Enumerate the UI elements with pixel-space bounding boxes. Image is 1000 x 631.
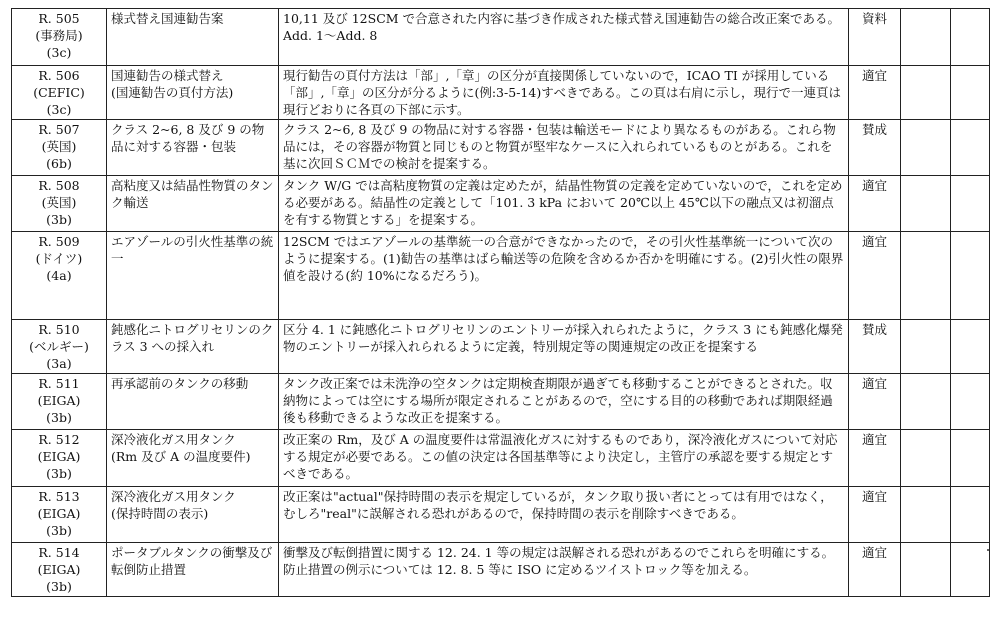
document-number-cell <box>12 487 107 543</box>
summary-text: 改正案の Rm，及び A の温度要件は常温液化ガスに対するものであり，深冷液化ガスについて対応する規定が必要である。この値の決定は各国基準等により決定し，主管庁の承認を要する規定とすべきである。 <box>283 432 838 481</box>
document-number: R. 512 <box>38 432 80 447</box>
table-row <box>12 176 990 232</box>
blank-cell <box>951 543 990 597</box>
subject-cell <box>107 9 279 66</box>
submitting-organization: (CEFIC) <box>33 85 85 100</box>
blank-cell <box>901 232 951 320</box>
document-number-cell <box>12 320 107 374</box>
blank-cell <box>901 430 951 487</box>
position-cell <box>849 430 901 487</box>
document-number: R. 511 <box>38 376 80 391</box>
summary-cell <box>279 232 849 320</box>
subject-cell <box>107 120 279 176</box>
table-row <box>12 66 990 120</box>
subject-cell <box>107 232 279 320</box>
summary-text: タンク W/G では高粘度物質の定義は定めたが，結晶性物質の定義を定めていないので，これを定める必要がある。結晶性の定義として「101. 3 kPa において 20℃以上 45℃以下の融点又は初溜点を有する物質とする」を提案する。 <box>283 178 843 227</box>
classification-code: (3b) <box>46 410 72 425</box>
table-row <box>12 374 990 430</box>
document-number: R. 505 <box>38 11 80 26</box>
summary-text: タンク改正案では未洗浄の空タンクは定期検査期限が過ぎても移動することができるとされた。収納物によっては空にする場所が限定されることがあるので，空にする目的の移動であれば期限経過後も移動できるような改正を提案する。 <box>283 376 833 425</box>
submitting-organization: (英国) <box>41 139 77 154</box>
blank-cell <box>901 120 951 176</box>
classification-code: (3a) <box>46 356 72 371</box>
classification-code: (3b) <box>46 466 72 481</box>
blank-cell <box>951 120 990 176</box>
position-text: 適宜 <box>861 178 887 193</box>
subject-cell <box>107 430 279 487</box>
subject-title: 深冷液化ガス用タンク (Rm 及び A の温度要件) <box>111 432 251 464</box>
classification-code: (4a) <box>46 268 72 283</box>
document-number-cell <box>12 176 107 232</box>
document-number-cell <box>12 430 107 487</box>
subject-title: エアゾールの引火性基準の統一 <box>111 234 274 266</box>
classification-code: (3b) <box>46 212 72 227</box>
document-number-cell <box>12 9 107 66</box>
proposal-table <box>11 8 990 597</box>
table-row <box>12 487 990 543</box>
position-cell <box>849 176 901 232</box>
submitting-organization: (EIGA) <box>37 393 81 408</box>
table-row <box>12 9 990 66</box>
document-number: R. 509 <box>38 234 80 249</box>
position-text: 適宜 <box>861 68 887 83</box>
document-number-cell <box>12 232 107 320</box>
blank-cell <box>951 320 990 374</box>
summary-cell <box>279 487 849 543</box>
summary-text: クラス 2~6, 8 及び 9 の物品に対する容器・包装は輸送モードにより異なるものがある。これら物品には，その容器が物質と同じものと物質が堅牢なケースに入れられているものとがある。これを基に次回ＳＣＭでの検討を提案する。 <box>283 122 836 171</box>
summary-cell <box>279 120 849 176</box>
subject-cell <box>107 176 279 232</box>
blank-cell <box>901 66 951 120</box>
position-cell <box>849 487 901 543</box>
summary-cell <box>279 320 849 374</box>
document-number: R. 506 <box>38 68 80 83</box>
position-text: 賛成 <box>861 122 887 137</box>
subject-title: 深冷液化ガス用タンク (保持時間の表示) <box>111 489 236 521</box>
document-number: R. 513 <box>38 489 80 504</box>
position-cell <box>849 232 901 320</box>
subject-cell <box>107 320 279 374</box>
summary-cell <box>279 374 849 430</box>
subject-title: 再承認前のタンクの移動 <box>111 376 249 391</box>
position-text: 適宜 <box>861 376 887 391</box>
summary-text: 現行勧告の頁付方法は「部」,「章」の区分が直接関係していないので，ICAO TI が採用している「部」,「章」の区分が分るように(例:3-5-14)すべきである。この頁は右肩に示し，現行で一連頁は現行どおりに各頁の下部に示す。 <box>283 68 841 117</box>
position-cell <box>849 9 901 66</box>
classification-code: (3c) <box>46 102 72 117</box>
submitting-organization: (ベルギー) <box>29 339 89 354</box>
submitting-organization: (EIGA) <box>37 562 81 577</box>
subject-title: ポータブルタンクの衝撃及び転倒防止措置 <box>111 545 273 577</box>
position-text: 適宜 <box>861 234 887 249</box>
classification-code: (3b) <box>46 579 72 594</box>
summary-cell <box>279 430 849 487</box>
summary-cell <box>279 9 849 66</box>
summary-text: 衝撃及び転倒措置に関する 12. 24. 1 等の規定は誤解される恐れがあるのでこれらを明確にする。防止措置の例示については 12. 8. 5 等に ISO に定めるツイストロック等を加える。 <box>283 545 835 577</box>
document-number-cell <box>12 120 107 176</box>
blank-cell <box>901 176 951 232</box>
table-row <box>12 320 990 374</box>
document-number-cell <box>12 374 107 430</box>
summary-text: 改正案は"actual"保持時間の表示を規定しているが，タンク取り扱い者にとっては有用ではなく，むしろ"real"に誤解される恐れがあるので，保持時間の表示を削除すべきである。 <box>283 489 833 521</box>
position-cell <box>849 120 901 176</box>
subject-cell <box>107 487 279 543</box>
blank-cell <box>951 176 990 232</box>
submitting-organization: (英国) <box>41 195 77 210</box>
summary-cell <box>279 543 849 597</box>
submitting-organization: (EIGA) <box>37 506 81 521</box>
classification-code: (6b) <box>46 156 72 171</box>
proposal-rows <box>12 9 990 597</box>
subject-title: 鈍感化ニトログリセリンのクラス 3 への採入れ <box>111 322 274 354</box>
blank-cell <box>951 487 990 543</box>
summary-cell <box>279 66 849 120</box>
blank-cell <box>951 66 990 120</box>
subject-cell <box>107 543 279 597</box>
summary-text: 区分 4. 1 に鈍感化ニトログリセリンのエントリーが採入れられたように，クラス 3 にも鈍感化爆発物のエントリーが採入れられるように定義，特別規定等の関連規定の改正を提案する <box>283 322 843 354</box>
subject-title: 様式替え国連勧告案 <box>111 11 224 26</box>
subject-cell <box>107 374 279 430</box>
stray-mark <box>987 549 989 551</box>
document-number: R. 507 <box>38 122 80 137</box>
table-row <box>12 430 990 487</box>
subject-title: 高粘度又は結晶性物質のタンク輸送 <box>111 178 274 210</box>
blank-cell <box>901 543 951 597</box>
blank-cell <box>951 232 990 320</box>
blank-cell <box>951 374 990 430</box>
submitting-organization: (ドイツ) <box>35 251 83 266</box>
document-number: R. 514 <box>38 545 80 560</box>
document-number: R. 510 <box>38 322 80 337</box>
subject-cell <box>107 66 279 120</box>
submitting-organization: (事務局) <box>35 28 83 43</box>
summary-text: 12SCM ではエアゾールの基準統一の合意ができなかったので，その引火性基準統一について次のように提案する。(1)勧告の基準はばら輸送等の危険を含めるか否かを明確にする。(2)引火性の限界値を設ける(約 10%になるだろう)。 <box>283 234 844 283</box>
blank-cell <box>951 9 990 66</box>
position-text: 適宜 <box>861 489 887 504</box>
position-text: 資料 <box>861 11 887 26</box>
document-number-cell <box>12 543 107 597</box>
position-cell <box>849 320 901 374</box>
position-text: 適宜 <box>861 545 887 560</box>
position-cell <box>849 66 901 120</box>
classification-code: (3b) <box>46 523 72 538</box>
blank-cell <box>901 9 951 66</box>
blank-cell <box>951 430 990 487</box>
document-number: R. 508 <box>38 178 80 193</box>
subject-title: 国連勧告の様式替え (国連勧告の頁付方法) <box>111 68 234 100</box>
summary-cell <box>279 176 849 232</box>
blank-cell <box>901 374 951 430</box>
submitting-organization: (EIGA) <box>37 449 81 464</box>
position-text: 適宜 <box>861 432 887 447</box>
table-row <box>12 232 990 320</box>
document-number-cell <box>12 66 107 120</box>
blank-cell <box>901 487 951 543</box>
subject-title: クラス 2~6, 8 及び 9 の物品に対する容器・包装 <box>111 122 265 154</box>
position-cell <box>849 374 901 430</box>
table-row <box>12 543 990 597</box>
blank-cell <box>901 320 951 374</box>
summary-text: 10,11 及び 12SCM で合意された内容に基づき作成された様式替え国連勧告の総合改正案である。 Add. 1～Add. 8 <box>283 11 841 43</box>
table-row <box>12 120 990 176</box>
position-text: 賛成 <box>861 322 887 337</box>
classification-code: (3c) <box>46 45 72 60</box>
position-cell <box>849 543 901 597</box>
